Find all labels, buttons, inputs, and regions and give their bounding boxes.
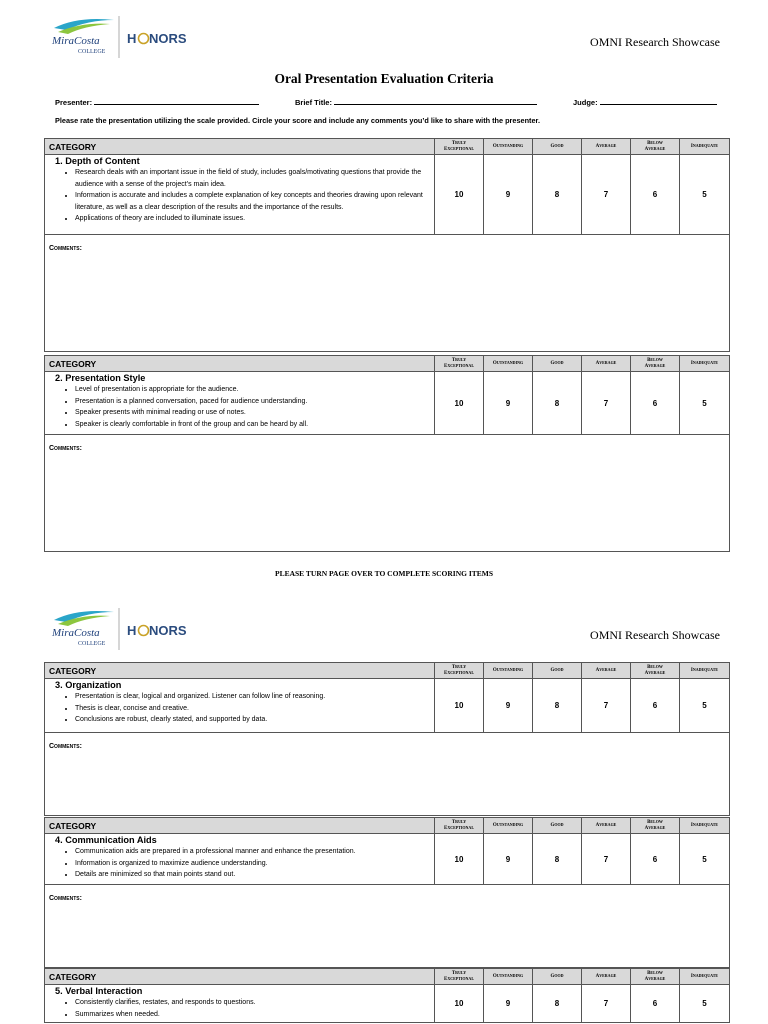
category-header: CATEGORY bbox=[45, 663, 435, 679]
comments-box[interactable] bbox=[45, 235, 730, 352]
scale-average: Average bbox=[582, 969, 631, 985]
score-6[interactable]: 6 bbox=[631, 834, 680, 885]
scale-outstanding: Outstanding bbox=[484, 969, 533, 985]
category-header: CATEGORY bbox=[45, 356, 435, 372]
college-logo-subtext: COLLEGE bbox=[78, 641, 106, 647]
criterion-bullet: • Speaker is clearly comfortable in front of the group and can be heard by all. bbox=[75, 419, 430, 431]
criterion-description bbox=[45, 679, 435, 733]
score-7[interactable]: 7 bbox=[582, 985, 631, 1023]
globe-icon bbox=[139, 34, 149, 44]
score-10[interactable]: 10 bbox=[435, 834, 484, 885]
criterion-name: 5. Verbal Interaction bbox=[55, 986, 143, 996]
scale-inadequate: Inadequate bbox=[680, 356, 730, 372]
college-logo-text: MiraCosta bbox=[52, 35, 100, 47]
judge-field[interactable] bbox=[600, 96, 717, 105]
honors-logo-suffix: NORS bbox=[149, 623, 187, 638]
scale-truly-exceptional: Truly Exceptional bbox=[435, 663, 484, 679]
scale-outstanding: Outstanding bbox=[484, 139, 533, 155]
criterion-bullet: • Information is organized to maximize audience understanding. bbox=[75, 858, 430, 870]
score-8[interactable]: 8 bbox=[533, 834, 582, 885]
score-10[interactable]: 10 bbox=[435, 372, 484, 435]
college-logo bbox=[48, 606, 188, 652]
scale-average: Average bbox=[582, 818, 631, 834]
criterion-name: 2. Presentation Style bbox=[55, 373, 146, 383]
scale-truly-exceptional: Truly Exceptional bbox=[435, 818, 484, 834]
scale-inadequate: Inadequate bbox=[680, 139, 730, 155]
criterion-bullet: • Speaker presents with minimal reading or use of notes. bbox=[75, 407, 430, 419]
score-8[interactable]: 8 bbox=[533, 155, 582, 235]
scale-average: Average bbox=[582, 356, 631, 372]
criterion-table-4 bbox=[44, 817, 730, 968]
scale-good: Good bbox=[533, 663, 582, 679]
score-7[interactable]: 7 bbox=[582, 155, 631, 235]
scale-truly-exceptional: Truly Exceptional bbox=[435, 356, 484, 372]
scale-below-average: Below Average bbox=[631, 818, 680, 834]
scale-inadequate: Inadequate bbox=[680, 969, 730, 985]
scale-outstanding: Outstanding bbox=[484, 663, 533, 679]
scale-truly-exceptional: Truly Exceptional bbox=[435, 139, 484, 155]
score-6[interactable]: 6 bbox=[631, 155, 680, 235]
criterion-bullet: • Summarizes when needed. bbox=[75, 1009, 430, 1021]
criterion-bullet: • Applications of theory are included to illuminate issues. bbox=[75, 213, 430, 225]
score-6[interactable]: 6 bbox=[631, 679, 680, 733]
criterion-bullet: • Information is accurate and includes a complete explanation of key concepts and theories drawing upon relevant literature, as well as a clear description of the results and the importance of the results. bbox=[75, 190, 430, 213]
criterion-table-5 bbox=[44, 968, 730, 1023]
scale-below-average: Below Average bbox=[631, 139, 680, 155]
score-5[interactable]: 5 bbox=[680, 679, 730, 733]
honors-logo-prefix: H bbox=[127, 31, 137, 46]
score-6[interactable]: 6 bbox=[631, 372, 680, 435]
score-5[interactable]: 5 bbox=[680, 372, 730, 435]
score-9[interactable]: 9 bbox=[484, 985, 533, 1023]
comments-box[interactable] bbox=[45, 435, 730, 552]
criterion-description bbox=[45, 155, 435, 235]
score-8[interactable]: 8 bbox=[533, 679, 582, 733]
category-header: CATEGORY bbox=[45, 818, 435, 834]
criterion-table-3 bbox=[44, 662, 730, 816]
criterion-table-2 bbox=[44, 355, 730, 552]
score-10[interactable]: 10 bbox=[435, 679, 484, 733]
score-10[interactable]: 10 bbox=[435, 155, 484, 235]
score-7[interactable]: 7 bbox=[582, 834, 631, 885]
criterion-bullet: • Thesis is clear, concise and creative. bbox=[75, 703, 430, 715]
scale-outstanding: Outstanding bbox=[484, 356, 533, 372]
criterion-bullet: • Level of presentation is appropriate for the audience. bbox=[75, 384, 430, 396]
criterion-bullet: • Communication aids are prepared in a professional manner and enhance the presentation. bbox=[75, 846, 430, 858]
score-9[interactable]: 9 bbox=[484, 155, 533, 235]
category-header: CATEGORY bbox=[45, 139, 435, 155]
criterion-description bbox=[45, 372, 435, 435]
score-5[interactable]: 5 bbox=[680, 985, 730, 1023]
comments-label: Comments: bbox=[49, 245, 82, 252]
scale-average: Average bbox=[582, 663, 631, 679]
category-header: CATEGORY bbox=[45, 969, 435, 985]
score-5[interactable]: 5 bbox=[680, 155, 730, 235]
score-7[interactable]: 7 bbox=[582, 679, 631, 733]
turn-page-note: PLEASE TURN PAGE OVER TO COMPLETE SCORING ITEMS bbox=[274, 569, 494, 578]
scale-inadequate: Inadequate bbox=[680, 818, 730, 834]
scale-below-average: Below Average bbox=[631, 663, 680, 679]
criterion-bullet: • Consistently clarifies, restates, and responds to questions. bbox=[75, 997, 430, 1009]
comments-box[interactable] bbox=[45, 733, 730, 816]
criterion-bullet: • Presentation is a planned conversation, paced for audience understanding. bbox=[75, 396, 430, 408]
score-6[interactable]: 6 bbox=[631, 985, 680, 1023]
score-9[interactable]: 9 bbox=[484, 834, 533, 885]
comments-label: Comments: bbox=[49, 743, 82, 750]
score-8[interactable]: 8 bbox=[533, 985, 582, 1023]
scale-good: Good bbox=[533, 139, 582, 155]
honors-logo-suffix: NORS bbox=[149, 31, 187, 46]
page-title: Oral Presentation Evaluation Criteria bbox=[274, 71, 494, 86]
criterion-name: 4. Communication Aids bbox=[55, 835, 157, 845]
college-logo bbox=[48, 14, 188, 60]
college-logo-subtext: COLLEGE bbox=[78, 49, 106, 55]
criterion-name: 1. Depth of Content bbox=[55, 156, 140, 166]
showcase-title: OMNI Research Showcase bbox=[590, 35, 720, 49]
scale-truly-exceptional: Truly Exceptional bbox=[435, 969, 484, 985]
showcase-title: OMNI Research Showcase bbox=[590, 628, 720, 642]
score-7[interactable]: 7 bbox=[582, 372, 631, 435]
scale-average: Average bbox=[582, 139, 631, 155]
criterion-table-1 bbox=[44, 138, 730, 352]
judge-label: Judge: bbox=[573, 98, 598, 107]
criterion-bullet: • Details are minimized so that main points stand out. bbox=[75, 869, 430, 881]
scale-outstanding: Outstanding bbox=[484, 818, 533, 834]
criterion-name: 3. Organization bbox=[55, 680, 122, 690]
scale-good: Good bbox=[533, 818, 582, 834]
criterion-bullet: • Research deals with an important issue in the field of study, includes goals/motivating questions that provide the audience with a sense of the project’s main idea. bbox=[75, 167, 430, 190]
presenter-field[interactable] bbox=[94, 96, 259, 105]
globe-icon bbox=[139, 626, 149, 636]
score-8[interactable]: 8 bbox=[533, 372, 582, 435]
scale-good: Good bbox=[533, 356, 582, 372]
score-9[interactable]: 9 bbox=[484, 372, 533, 435]
score-10[interactable]: 10 bbox=[435, 985, 484, 1023]
comments-label: Comments: bbox=[49, 895, 82, 902]
score-9[interactable]: 9 bbox=[484, 679, 533, 733]
criterion-description bbox=[45, 834, 435, 885]
honors-logo-prefix: H bbox=[127, 623, 137, 638]
comments-label: Comments: bbox=[49, 445, 82, 452]
brief-title-field[interactable] bbox=[334, 96, 537, 105]
criterion-bullet: • Presentation is clear, logical and organized. Listener can follow line of reasoning. bbox=[75, 691, 430, 703]
criterion-bullet: • Conclusions are robust, clearly stated, and supported by data. bbox=[75, 714, 430, 726]
brief-title-label: Brief Title: bbox=[295, 98, 332, 107]
criterion-description bbox=[45, 985, 435, 1023]
scale-below-average: Below Average bbox=[631, 969, 680, 985]
scale-inadequate: Inadequate bbox=[680, 663, 730, 679]
scale-good: Good bbox=[533, 969, 582, 985]
college-logo-text: MiraCosta bbox=[52, 627, 100, 639]
presenter-label: Presenter: bbox=[55, 98, 93, 107]
scale-below-average: Below Average bbox=[631, 356, 680, 372]
instructions: Please rate the presentation utilizing the scale provided. Circle your score and include any comments you’d like to share with the presenter. bbox=[55, 116, 540, 125]
comments-box[interactable] bbox=[45, 885, 730, 968]
score-5[interactable]: 5 bbox=[680, 834, 730, 885]
